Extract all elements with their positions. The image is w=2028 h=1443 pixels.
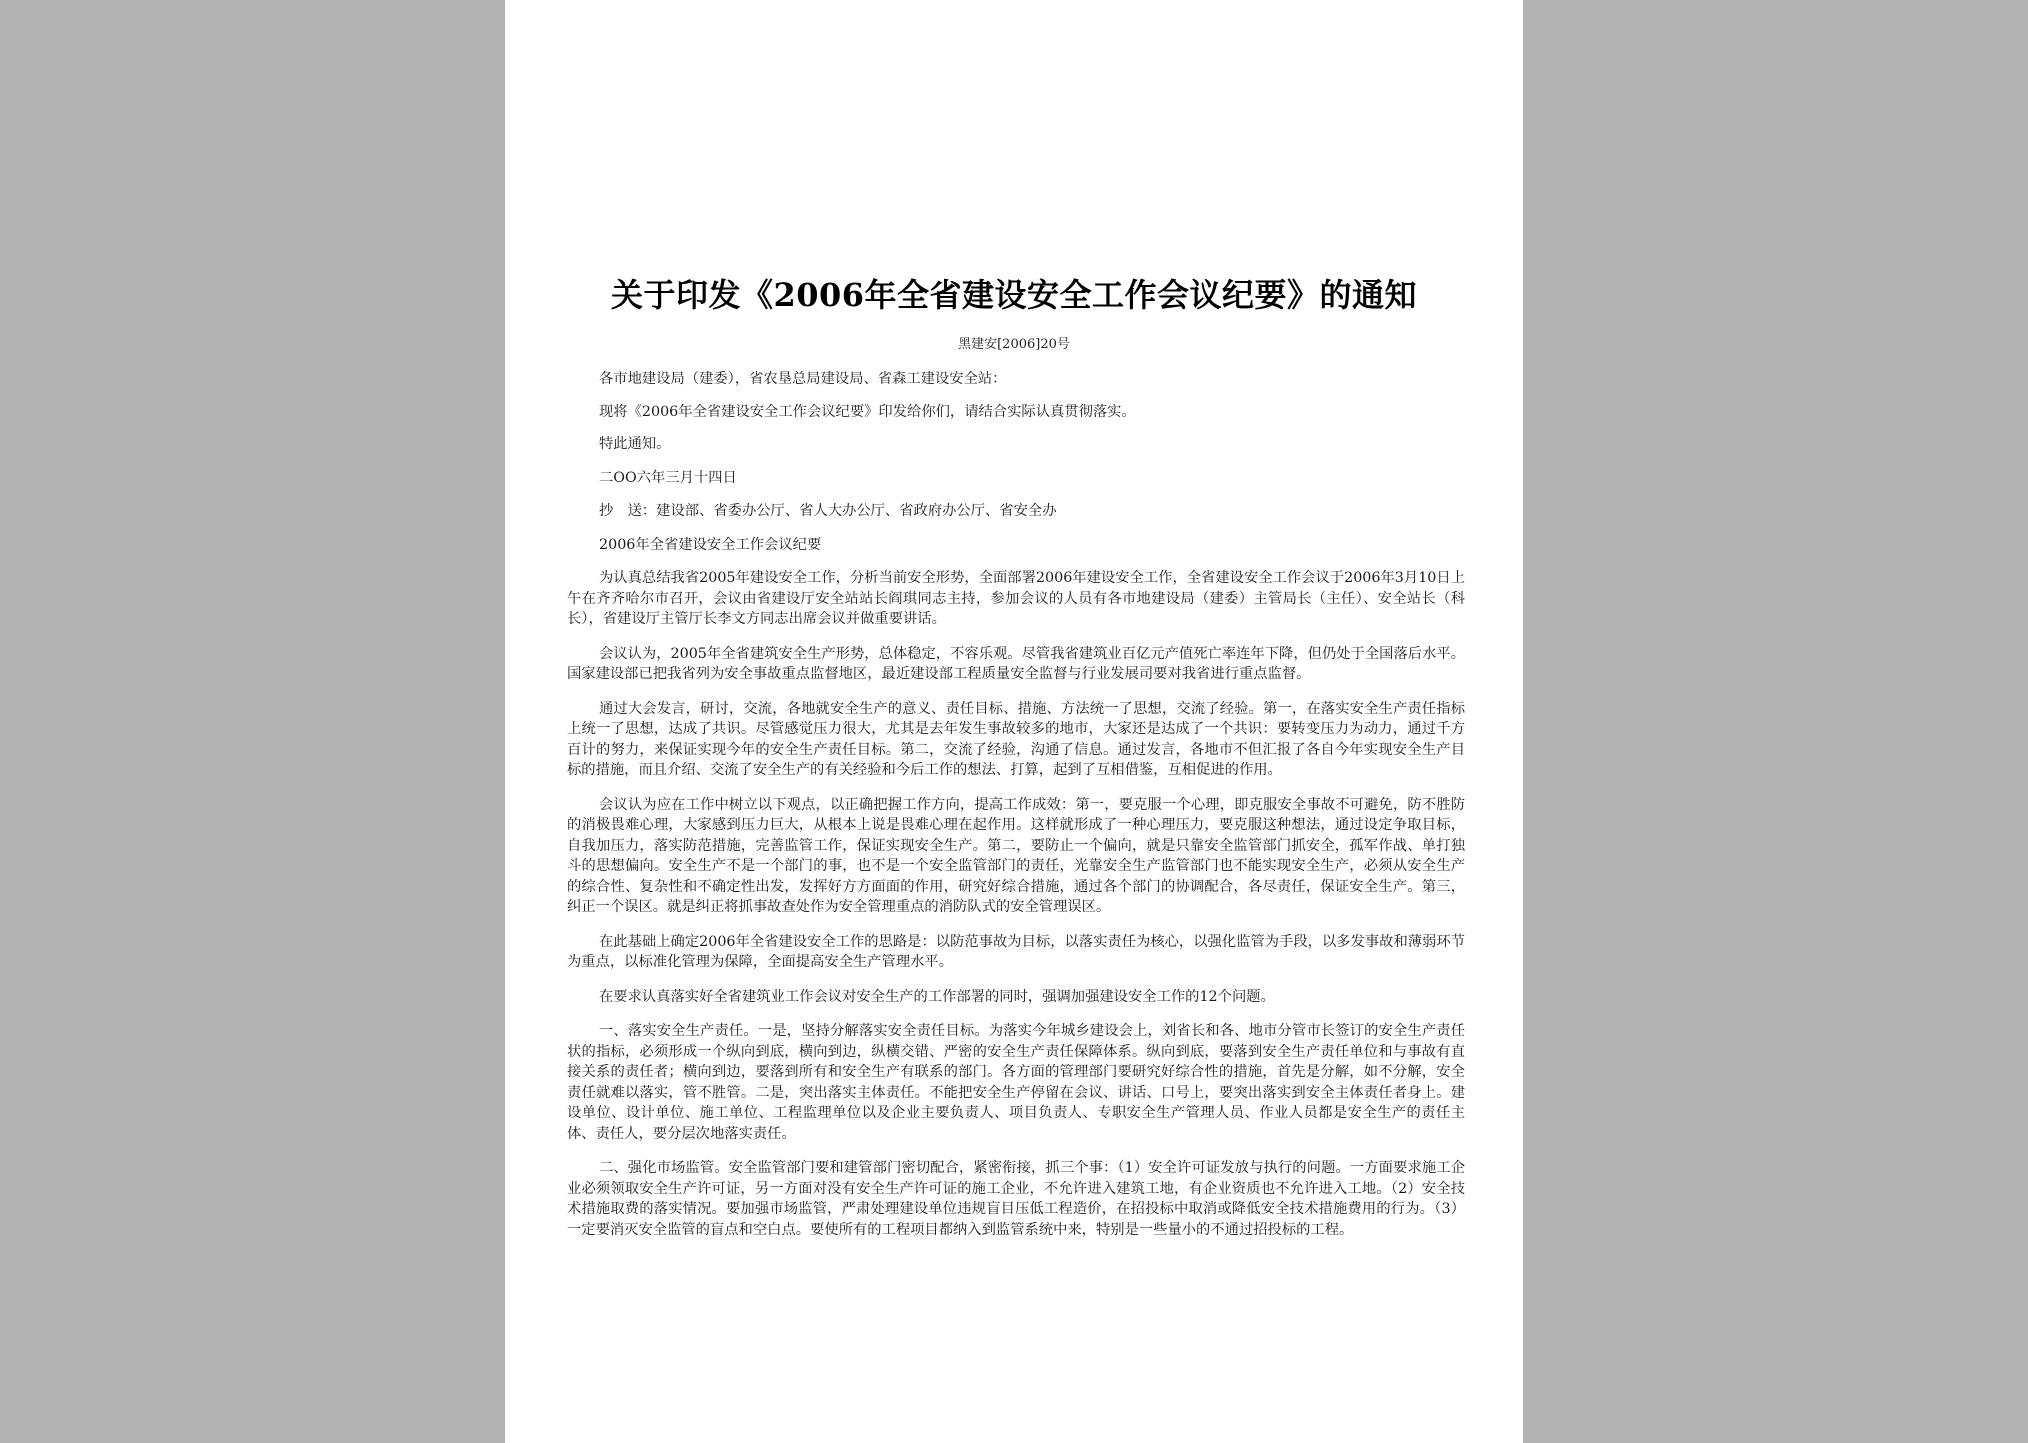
cc-line: 抄 送：建设部、省委办公厅、省人大办公厅、省政府办公厅、省安全办 <box>599 503 1057 519</box>
issue-date: 二OO六年三月十四日 <box>599 469 737 486</box>
summary-title: 2006年全省建设安全工作会议纪要 <box>599 536 822 553</box>
paragraph: 会议认为，2005年全省建筑安全生产形势，总体稳定，不容乐观。尽管我省建筑业百亿元产值死亡率连年下降，但仍处于全国落后水平。国家建设部已把我省列为安全事故重点监督地区，最近建设部工程质量安全监督与行业发展司要对我省进行重点监督。 <box>567 645 1465 682</box>
paragraph: 通过大会发言，研讨，交流，各地就安全生产的意义、责任目标、措施、方法统一了思想，交流了经验。第一，在落实安全生产责任指标上统一了思想，达成了共识。尽管感觉压力很大，尤其是去年发生事故较多的地市，大家还是达成了一个共识：要转变压力为动力，通过千方百计的努力，来保证实现今年的安全生产责任目标。第二，交流了经验，沟通了信息。通过发言，各地市不但汇报了各自今年实现安全生产目标的措施，而且介绍、交流了安全生产的有关经验和今后工作的想法、打算，起到了互相借鉴，互相促进的作用。 <box>567 700 1465 778</box>
paragraph: 为认真总结我省2005年建设安全工作，分析当前安全形势，全面部署2006年建设安全工作，全省建设安全工作会议于2006年3月10日上午在齐齐哈尔市召开，会议由省建设厅安全站站长阎琪同志主持，参加会议的人员有各市地建设局（建委）主管局长（主任）、安全站长（科长），省建设厅主管厅长李文方同志出席会议并做重要讲话。 <box>567 570 1465 627</box>
salutation: 各市地建设局（建委），省农垦总局建设局、省森工建设安全站： <box>599 371 1007 387</box>
document-number: 黑建安[2006]20号 <box>958 337 1070 352</box>
page-title: 关于印发《2006年全省建设安全工作会议纪要》的通知 <box>610 276 1418 314</box>
paragraph: 二、强化市场监管。安全监管部门要和建管部门密切配合，紧密衔接，抓三个事：（1）安全许可证发放与执行的问题。一方面要求施工企业必须领取安全生产许可证，另一方面对没有安全生产许可证的施工企业，不允许进入建筑工地，有企业资质也不允许进入工地。（2）安全技术措施取费的落实情况。要加强市场监管，严肃处理建设单位违规盲目压低工程造价，在招投标中取消或降低安全技术措施费用的行为。（3）一定要消灭安全监管的盲点和空白点。要使所有的工程项目都纳入到监管系统中来，特别是一些量小的不通过招投标的工程。 <box>567 1160 1465 1238</box>
document-body <box>567 369 1465 1254</box>
document-page <box>505 0 1523 1443</box>
paragraph: 一、落实安全生产责任。一是，坚持分解落实安全责任目标。为落实今年城乡建设会上，刘省长和各、地市分管市长签订的安全生产责任状的指标，必须形成一个纵向到底，横向到边，纵横交错、严密的安全生产责任保障体系。纵向到底，要落到安全生产责任单位和与事故有直接关系的责任者；横向到边，要落到所有和安全生产有联系的部门。各方面的管理部门要研究好综合性的措施，首先是分解，如不分解，安全责任就难以落实，管不胜管。二是，突出落实主体责任。不能把安全生产停留在会议、讲话、口号上，要突出落实到安全主体责任者身上。建设单位、设计单位、施工单位、工程监理单位以及企业主要负责人、项目负责人、专职安全生产管理人员、作业人员都是安全生产的责任主体、责任人，要分层次地落实责任。 <box>567 1023 1465 1142</box>
closing-line: 特此通知。 <box>599 436 671 452</box>
intro-line: 现将《2006年全省建设安全工作会议纪要》印发给你们，请结合实际认真贯彻落实。 <box>599 403 1136 420</box>
paragraph: 在此基础上确定2006年全省建设安全工作的思路是：以防范事故为目标，以落实责任为核心，以强化监管为手段，以多发事故和薄弱环节为重点，以标准化管理为保障，全面提高安全生产管理水平。 <box>567 933 1465 970</box>
paragraph: 会议认为应在工作中树立以下观点，以正确把握工作方向，提高工作成效：第一，要克服一个心理，即克服安全事故不可避免，防不胜防的消极畏难心理，大家感到压力巨大，从根本上说是畏难心理在起作用。这样就形成了一种心理压力，要克服这种想法，通过设定争取目标，自我加压力，落实防范措施，完善监管工作，保证实现安全生产。第二，要防止一个偏向，就是只靠安全监管部门抓安全，孤军作战、单打独斗的思想偏向。安全生产不是一个部门的事，也不是一个安全监管部门的责任，光靠安全生产监管部门也不能实现安全生产，必须从安全生产的综合性、复杂性和不确定性出发，发挥好方方面面的作用，研究好综合措施，通过各个部门的协调配合，各尽责任，保证安全生产。第三，纠正一个误区。就是纠正将抓事故查处作为安全管理重点的消防队式的安全管理误区。 <box>567 796 1465 915</box>
paragraph: 在要求认真落实好全省建筑业工作会议对安全生产的工作部署的同时，强调加强建设安全工作的12个问题。 <box>599 988 1275 1005</box>
